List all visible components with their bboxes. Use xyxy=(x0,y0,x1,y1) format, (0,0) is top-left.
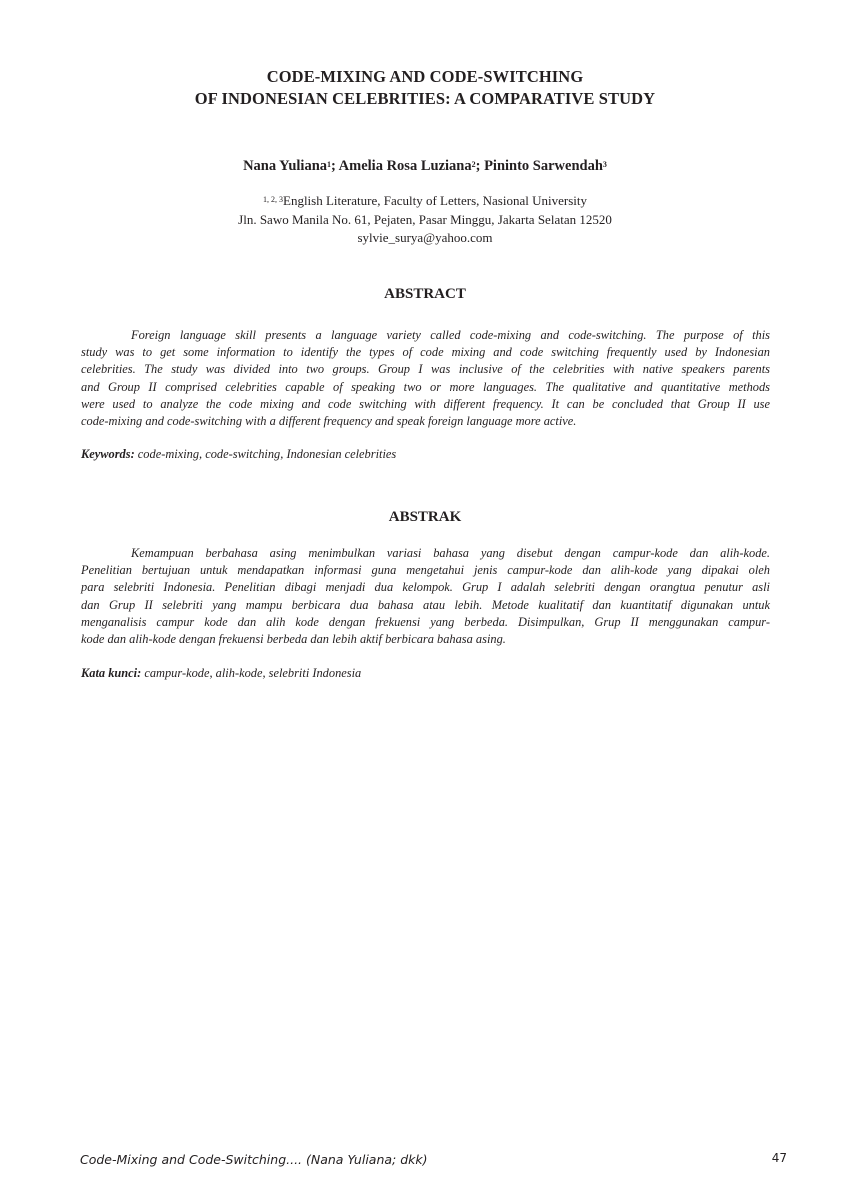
abstrak-line: Penelitian bertujuan untuk mendapatkan informasi guna mengetahui jenis campur-kode dan alih-kode yang dipakai oleh xyxy=(81,563,770,578)
abstract-line: study was to get some information to identify the types of code mixing and code switching frequently used by Indonesian xyxy=(81,345,770,360)
paper-title xyxy=(80,66,770,110)
page-number: 47 xyxy=(771,1151,787,1165)
affiliation-email: sylvie_surya@yahoo.com xyxy=(357,230,493,245)
abstract-line: code-mixing and code-switching with a different frequency and speak foreign language more active. xyxy=(81,414,577,429)
author-1-affil-mark: 1 xyxy=(327,160,332,169)
kata-kunci-label: Kata kunci: xyxy=(81,666,142,680)
affiliation-block xyxy=(80,192,770,248)
abstrak-line: menganalisis campur kode dan alih kode dengan frekuensi yang berbeda. Disimpulkan, Grup II menggunakan campur- xyxy=(81,614,770,629)
kata-kunci-list: campur-kode, alih-kode, selebriti Indonesia xyxy=(141,666,362,680)
affiliation-institution-line xyxy=(80,192,770,211)
title-line-1: CODE-MIXING AND CODE-SWITCHING xyxy=(266,67,584,86)
affiliation-mark: 1, 2, 3 xyxy=(263,195,283,204)
author-separator: ; xyxy=(475,158,485,174)
abstrak-heading: ABSTRAK xyxy=(388,509,462,525)
author-3: Pininto Sarwendah xyxy=(484,158,603,174)
abstrak-line: dan Grup II selebriti yang mampu berbicara dua bahasa atau lebih. Metode kualitatif dan kuantitatif digunakan untuk xyxy=(81,597,770,612)
running-footer-title: Code-Mixing and Code-Switching.... (Nana Yuliana; dkk) xyxy=(80,1152,428,1167)
affiliation-institution: English Literature, Faculty of Letters, Nasional University xyxy=(283,193,587,208)
abstrak-body xyxy=(81,545,770,648)
author-2: Amelia Rosa Luziana xyxy=(338,158,472,174)
abstrak-line: kode dan alih-kode dengan frekuensi berbeda dan lebih aktif berbicara bahasa asing. xyxy=(81,632,506,647)
abstract-body xyxy=(81,327,770,430)
abstract-line: Foreign language skill presents a language variety called code-mixing and code-switching. The purpose of this xyxy=(131,328,770,342)
abstrak-line: Kemampuan berbahasa asing menimbulkan variasi bahasa yang disebut dengan campur-kode dan alih-kode. xyxy=(131,546,770,560)
abstract-line: celebrities. The study was divided into two groups. Group I was inclusive of the celebrities with native speakers parents xyxy=(81,362,770,377)
author-2-affil-mark: 2 xyxy=(471,160,476,169)
author-separator: ; xyxy=(331,158,339,174)
author-list xyxy=(80,157,770,175)
abstract-line: were used to analyze the code mixing and code switching with different frequency. It can be concluded that Group II use xyxy=(81,396,770,411)
author-1: Nana Yuliana xyxy=(243,158,328,174)
title-line-2: OF INDONESIAN CELEBRITIES: A COMPARATIVE STUDY xyxy=(194,89,656,108)
author-3-affil-mark: 3 xyxy=(602,160,607,169)
abstract-keywords xyxy=(81,446,770,463)
abstrak-line: para selebriti Indonesia. Penelitian dibagi menjadi dua kelompok. Grup I adalah selebriti dengan orangtua penutur asli xyxy=(81,580,770,595)
affiliation-address: Jln. Sawo Manila No. 61, Pejaten, Pasar Minggu, Jakarta Selatan 12520 xyxy=(238,211,612,227)
keywords-label: Keywords: xyxy=(81,447,135,461)
abstract-line: and Group II comprised celebrities capable of speaking two or more languages. The qualitative and quantitative methods xyxy=(81,379,770,394)
keywords-list: code-mixing, code-switching, Indonesian celebrities xyxy=(134,447,397,461)
abstrak-keywords xyxy=(81,665,770,682)
abstract-heading: ABSTRACT xyxy=(384,286,466,302)
